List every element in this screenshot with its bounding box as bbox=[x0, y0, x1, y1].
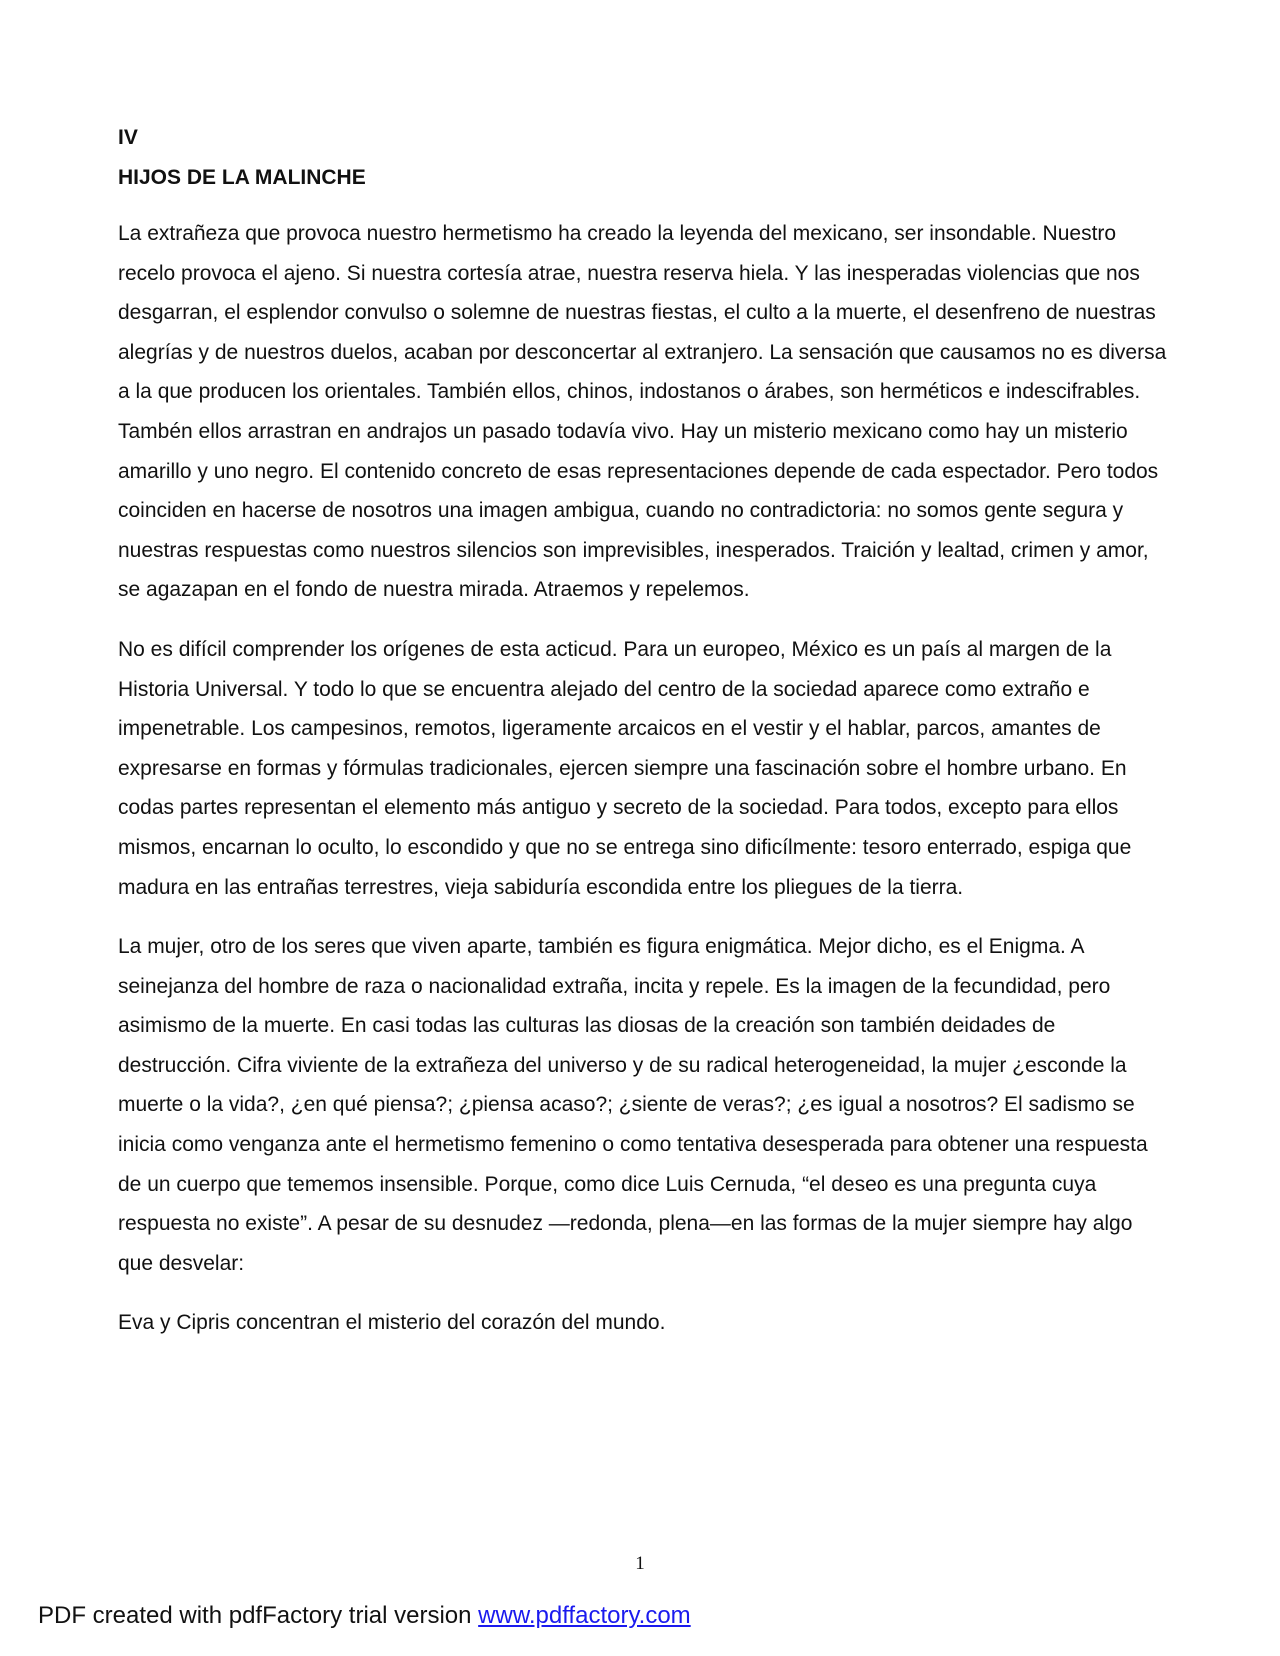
paragraph-2: No es difícil comprender los orígenes de esta acticud. Para un europeo, México es un país al margen de la Historia Universal. Y todo lo que se encuentra alejado del centro de la sociedad aparece como extraño e impenetrable. Los campesinos, remotos, ligeramente arcaicos en el vestir y el hablar, parcos, amantes de expresarse en formas y fórmulas tradicionales, ejercen siempre una fascinación sobre el hombre urbano. En codas partes representan el elemento más antiguo y secreto de la sociedad. Para todos, excepto para ellos mismos, encarnan lo oculto, lo escondido y que no se entrega sino dificílmente: tesoro enterrado, espiga que madura en las entrañas terrestres, vieja sabiduría escondida entre los pliegues de la tierra. bbox=[118, 637, 1132, 899]
pdf-trial-footer bbox=[38, 1601, 691, 1631]
page-number: 1 bbox=[635, 1553, 645, 1574]
paragraph-4: Eva y Cipris concentran el misterio del corazón del mundo. bbox=[118, 1311, 666, 1335]
document-page bbox=[118, 124, 1168, 1363]
paragraph-1: La extrañeza que provoca nuestro hermetismo ha creado la leyenda del mexicano, ser insondable. Nuestro recelo provoca el ajeno. Si nuestra cortesía atrae, nuestra reserva hiela. Y las inesperadas violencias que nos desgarran, el esplendor convulso o solemne de nuestras fiestas, el culto a la muerte, el desenfreno de nuestras alegrías y de nuestros duelos, acaban por desconcertar al extranjero. La sensación que causamos no es diversa a la que producen los orientales. También ellos, chinos, indostanos o árabes, son herméticos e indescifrables. Tambén ellos arrastran en andrajos un pasado todavía vivo. Hay un misterio mexicano como hay un misterio amarillo y uno negro. El contenido concreto de esas representaciones depende de cada espectador. Pero todos coinciden en hacerse de nosotros una imagen ambigua, cuando no contradictoria: no somos gente segura y nuestras respuestas como nuestros silencios son imprevisibles, inesperados. Traición y lealtad, crimen y amor, se agazapan en el fondo de nuestra mirada. Atraemos y repelemos. bbox=[118, 222, 1167, 602]
pdffactory-link[interactable]: www.pdffactory.com bbox=[478, 1602, 691, 1629]
chapter-number: IV bbox=[118, 126, 138, 149]
pdf-footer-text: PDF created with pdfFactory trial version bbox=[38, 1602, 479, 1629]
paragraph-3: La mujer, otro de los seres que viven aparte, también es figura enigmática. Mejor dicho, es el Enigma. A seinejanza del hombre de raza o nacionalidad extraña, incita y repele. Es la imagen de la fecundidad, pero asimismo de la muerte. En casi todas las culturas las diosas de la creación son también deidades de destrucción. Cifra viviente de la extrañeza del universo y de su radical heterogeneidad, la mujer ¿esconde la muerte o la vida?, ¿en qué piensa?; ¿piensa acaso?; ¿siente de veras?; ¿es igual a nosotros? El sadismo se inicia como venganza ante el hermetismo femenino o como tentativa desesperada para obtener una respuesta de un cuerpo que tememos insensible. Porque, como dice Luis Cernuda, “el deseo es una pregunta cuya respuesta no existe”. A pesar de su desnudez —redonda, plena—en las formas de la mujer siempre hay algo que desvelar: bbox=[118, 935, 1148, 1275]
chapter-title: HIJOS DE LA MALINCHE bbox=[118, 166, 366, 189]
